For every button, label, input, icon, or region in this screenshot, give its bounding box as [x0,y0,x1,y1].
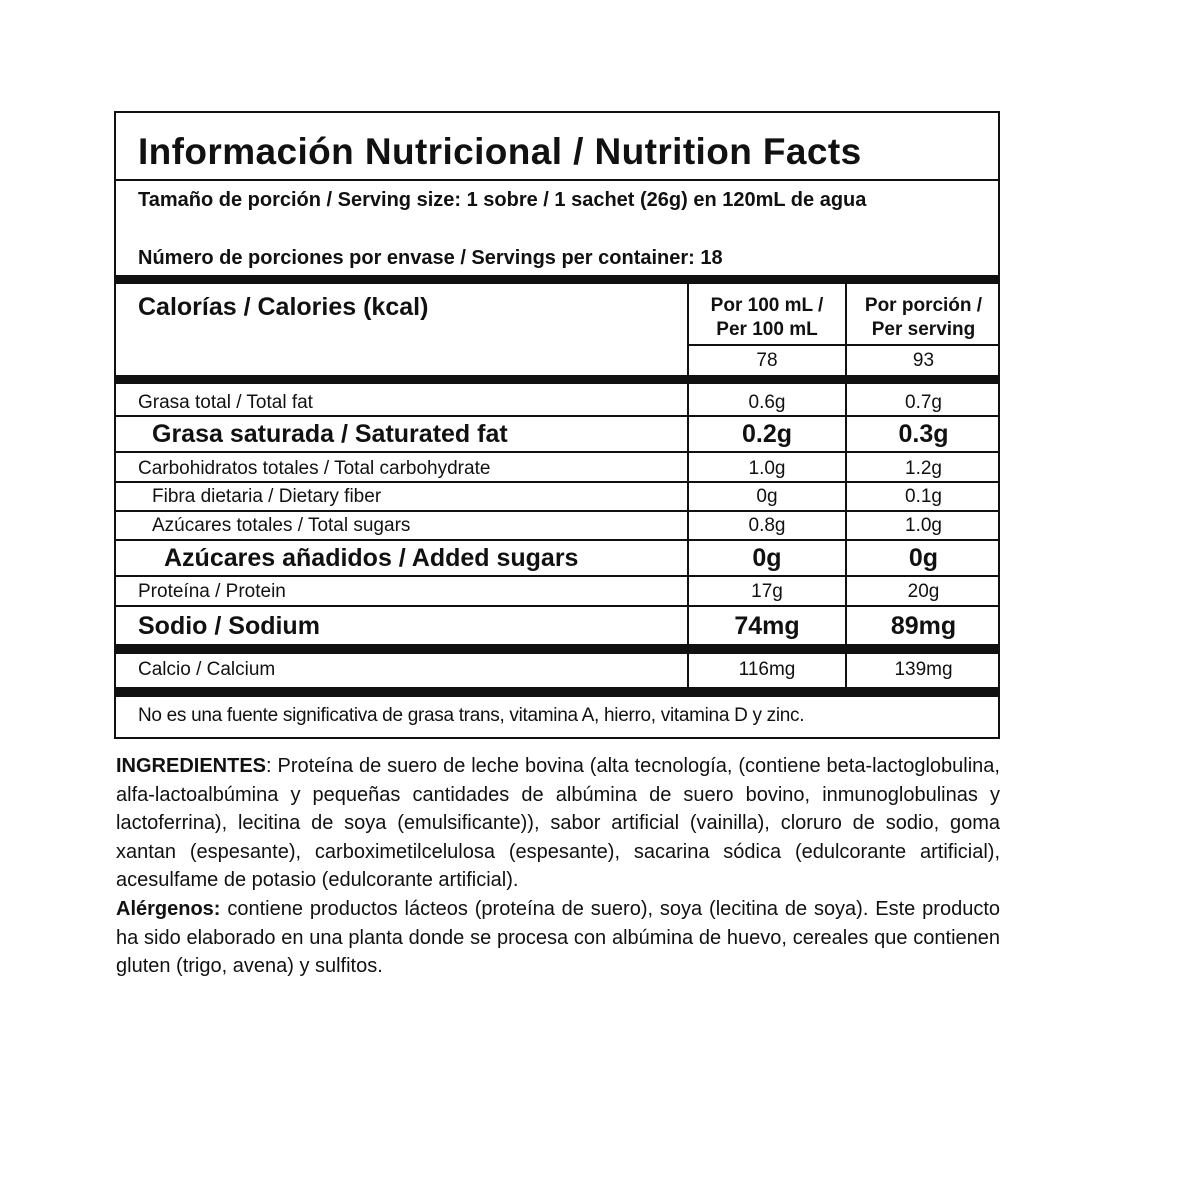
nutrient-label: Azúcares totales / Total sugars [152,515,411,536]
divider [687,344,998,346]
allergens-text: contiene productos lácteos (proteína de suero), soya (lecitina de soya). Este producto ha sido elaborado en una planta donde se procesa con albúmina de huevo, cereales que contienen gluten (trigo, avena) y sulfitos. [116,898,1000,977]
calories-label: Calorías / Calories (kcal) [138,293,429,321]
col1-header: Por 100 mL / Per 100 mL [710,295,824,340]
ingredients-paragraph [116,752,1000,895]
per100-value: 0.8g [748,515,786,536]
nutrient-label: Fibra dietaria / Dietary fiber [152,486,382,507]
nutrient-label: Sodio / Sodium [138,612,320,640]
nutrient-label: Grasa saturada / Saturated fat [152,420,508,448]
nutrient-label: Azúcares añadidos / Added sugars [164,544,579,572]
allergens-heading: Alérgenos: [116,898,221,920]
per100-value: 116mg [738,659,796,680]
calories-per-100: 78 [756,350,778,371]
nutrition-title: Información Nutricional / Nutrition Facts [138,131,862,172]
row-divider [116,605,998,607]
per100-value: 1.0g [748,458,786,479]
thick-divider [116,275,998,284]
per100-value: 0g [756,486,778,507]
per100-value: 17g [751,581,783,602]
row-divider [116,575,998,577]
per100-value: 0g [752,544,782,572]
col2-header: Por porción / Per serving [864,295,983,340]
thick-divider [116,687,998,697]
servings-per-container: Número de porciones por envase / Servings per container: 18 [138,247,723,269]
row-divider [116,539,998,541]
divider [116,179,998,181]
ingredients-heading: INGREDIENTES [116,755,267,777]
nutrient-label: Calcio / Calcium [138,659,276,680]
per100-value: 0.6g [748,392,786,413]
per-serving-value: 89mg [890,612,957,640]
nutrition-facts-panel [114,111,1000,739]
per100-value: 74mg [734,612,800,640]
thick-divider [116,644,998,654]
allergens-paragraph [116,895,1000,981]
per-serving-value: 0.7g [905,392,942,413]
row-divider [116,510,998,512]
calories-per-serving: 93 [912,350,935,371]
per-serving-value: 0.3g [898,420,949,448]
nutrient-label: Grasa total / Total fat [138,392,313,413]
footnote: No es una fuente significativa de grasa trans, vitamina A, hierro, vitamina D y zinc. [138,705,805,726]
per-serving-value: 0.1g [905,486,942,507]
per-serving-value: 0g [908,544,939,572]
nutrient-label: Carbohidratos totales / Total carbohydrate [138,458,491,479]
per-serving-value: 139mg [894,659,953,680]
per-serving-value: 1.0g [905,515,942,536]
row-divider [116,451,998,453]
nutrient-label: Proteína / Protein [138,581,286,602]
row-divider [116,415,998,417]
per-serving-value: 20g [907,581,940,602]
per100-value: 0.2g [741,420,793,448]
row-divider [116,481,998,483]
serving-size: Tamaño de porción / Serving size: 1 sobre / 1 sachet (26g) en 120mL de agua [138,189,867,211]
ingredients-text: : Proteína de suero de leche bovina (alta tecnología, (contiene beta-lactoglobulina, alfa-lactoalbúmina y pequeñas cantidades de albúmina de suero bovino, inmunoglobulinas y lactoferrina), lecitina de soya (emulsificante)), sabor artificial (vainilla), cloruro de sodio, goma xantan (espesante), carboximetilcelulosa (espesante), sacarina sódica (edulcorante artificial), acesulfame de potasio (edulcorante artificial). [116,755,1000,891]
thick-divider [116,375,998,384]
per-serving-value: 1.2g [905,458,942,479]
